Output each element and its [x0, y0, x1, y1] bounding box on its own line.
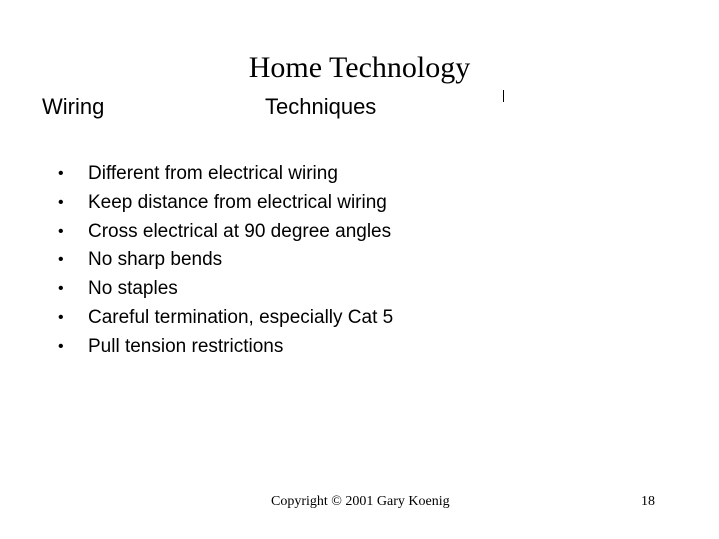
bullet-dot-icon: • — [58, 280, 64, 298]
subtitle-techniques: Techniques — [265, 94, 377, 119]
bullet-item — [58, 304, 393, 333]
bullet-text: Careful termination, especially Cat 5 — [88, 306, 394, 328]
bullet-dot-icon: • — [58, 251, 64, 269]
bullet-text: Cross electrical at 90 degree angles — [88, 220, 392, 242]
subtitle-wiring: Wiring — [42, 94, 105, 119]
bullet-dot-icon: • — [58, 222, 64, 240]
bullet-item — [58, 218, 393, 247]
bullet-item — [58, 246, 393, 275]
bullet-text: No staples — [88, 278, 178, 300]
bullet-dot-icon: • — [58, 193, 64, 211]
text-cursor-mark — [503, 90, 504, 102]
bullet-dot-icon: • — [58, 308, 64, 326]
bullet-item — [58, 189, 393, 218]
slide-title-text: Home Technology — [248, 51, 471, 84]
bullet-list — [58, 160, 393, 362]
bullet-item — [58, 160, 393, 189]
page-number: 18 — [641, 494, 655, 509]
footer-copyright: Copyright © 2001 Gary Koenig — [271, 494, 450, 509]
bullet-item — [58, 275, 393, 304]
bullet-item — [58, 333, 393, 362]
bullet-text: Different from electrical wiring — [88, 163, 338, 184]
bullet-dot-icon: • — [58, 165, 64, 182]
bullet-text: No sharp bends — [88, 249, 223, 271]
bullet-text: Keep distance from electrical wiring — [88, 191, 387, 213]
bullet-dot-icon: • — [58, 337, 64, 355]
bullet-text: Pull tension restrictions — [88, 335, 284, 357]
slide-title — [0, 50, 719, 86]
